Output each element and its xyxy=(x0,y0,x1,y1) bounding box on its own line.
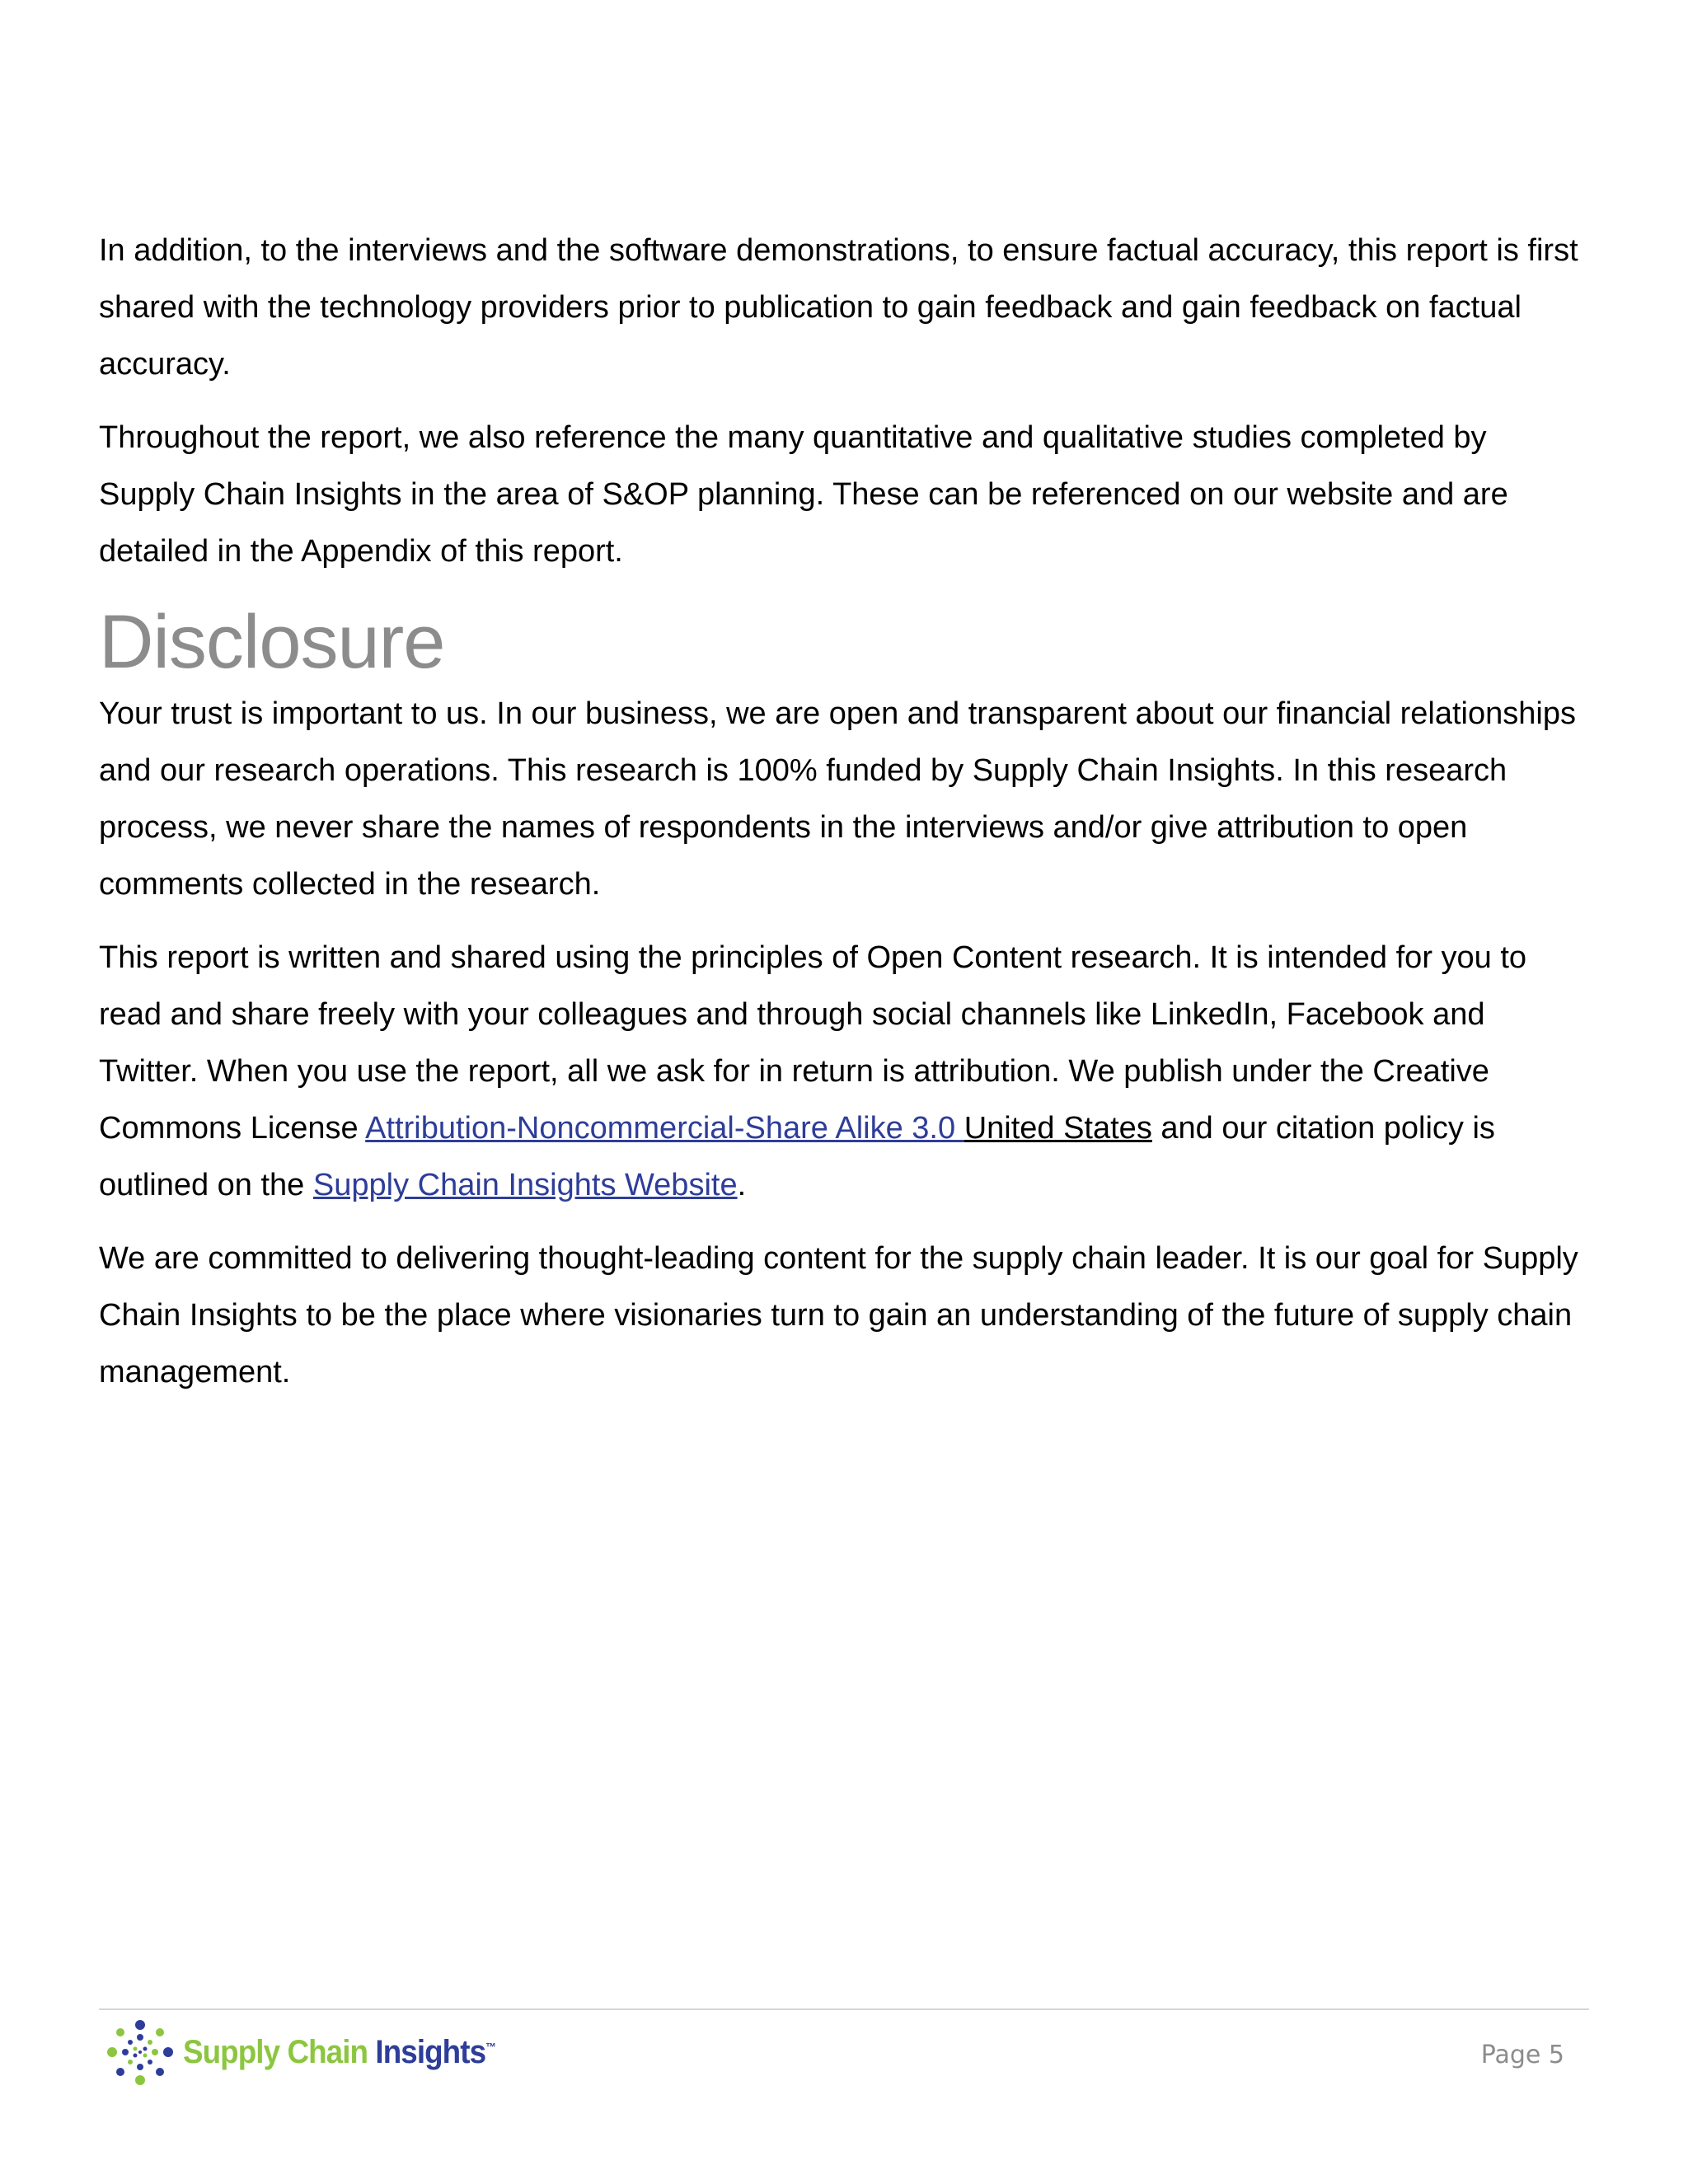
disclosure-paragraph-2-end: . xyxy=(737,1168,747,1202)
disclosure-paragraph-3: We are committed to delivering thought-leading content for the supply chain leader. It is our goal for Supply Chain Insights to be the place where visionaries turn to gain an understanding of the future of supply chain management. xyxy=(99,1241,1578,1390)
page-number: Page 5 xyxy=(1480,2041,1564,2069)
network-dots-icon xyxy=(104,2018,176,2087)
supply-chain-insights-logo xyxy=(104,2018,523,2087)
disclosure-paragraph-1: Your trust is important to us. In our business, we are open and transparent about our financial relationships and our research operations. This research is 100% funded by Supply Chain Insights. In this research process, we never share the names of respondents in the interviews and/or give attribution to open comments collected in the research. xyxy=(99,696,1576,902)
logo-trademark: ™ xyxy=(485,2040,496,2054)
footer-divider xyxy=(99,2008,1589,2010)
page-content xyxy=(99,223,1591,1418)
website-link[interactable]: Supply Chain Insights Website xyxy=(312,1168,738,1202)
disclosure-paragraph-2-mid: and our citation policy is outlined on the xyxy=(99,1111,1495,1202)
disclosure-paragraph-2 xyxy=(99,930,1591,1214)
logo-word-supply-chain: Supply Chain xyxy=(183,2033,368,2070)
intro-paragraph-2: Throughout the report, we also reference the many quantitative and qualitative studies completed by Supply Chain Insights in the area of S&OP planning. These can be referenced on our website and are detailed in the Appendix of this report. xyxy=(99,420,1508,569)
license-link[interactable]: Attribution-Noncommercial-Share Alike 3.0 xyxy=(365,1111,964,1146)
logo-wordmark xyxy=(183,2034,495,2071)
disclosure-heading: Disclosure xyxy=(99,600,445,684)
license-region-text[interactable]: United States xyxy=(964,1111,1152,1146)
intro-paragraph-1: In addition, to the interviews and the software demonstrations, to ensure factual accuracy, this report is first shared with the technology providers prior to publication to gain feedback and gain feedback on factual accuracy. xyxy=(99,233,1578,382)
logo-word-insights: Insights xyxy=(375,2033,486,2070)
disclosure-paragraph-2-text: This report is written and shared using the principles of Open Content research. It is intended for you to read and share freely with your colleagues and through social channels like LinkedIn, Facebook and Twitter. When you use the report, all we ask for in return is attribution. We publish under the Creative Commons License xyxy=(99,940,1527,1146)
